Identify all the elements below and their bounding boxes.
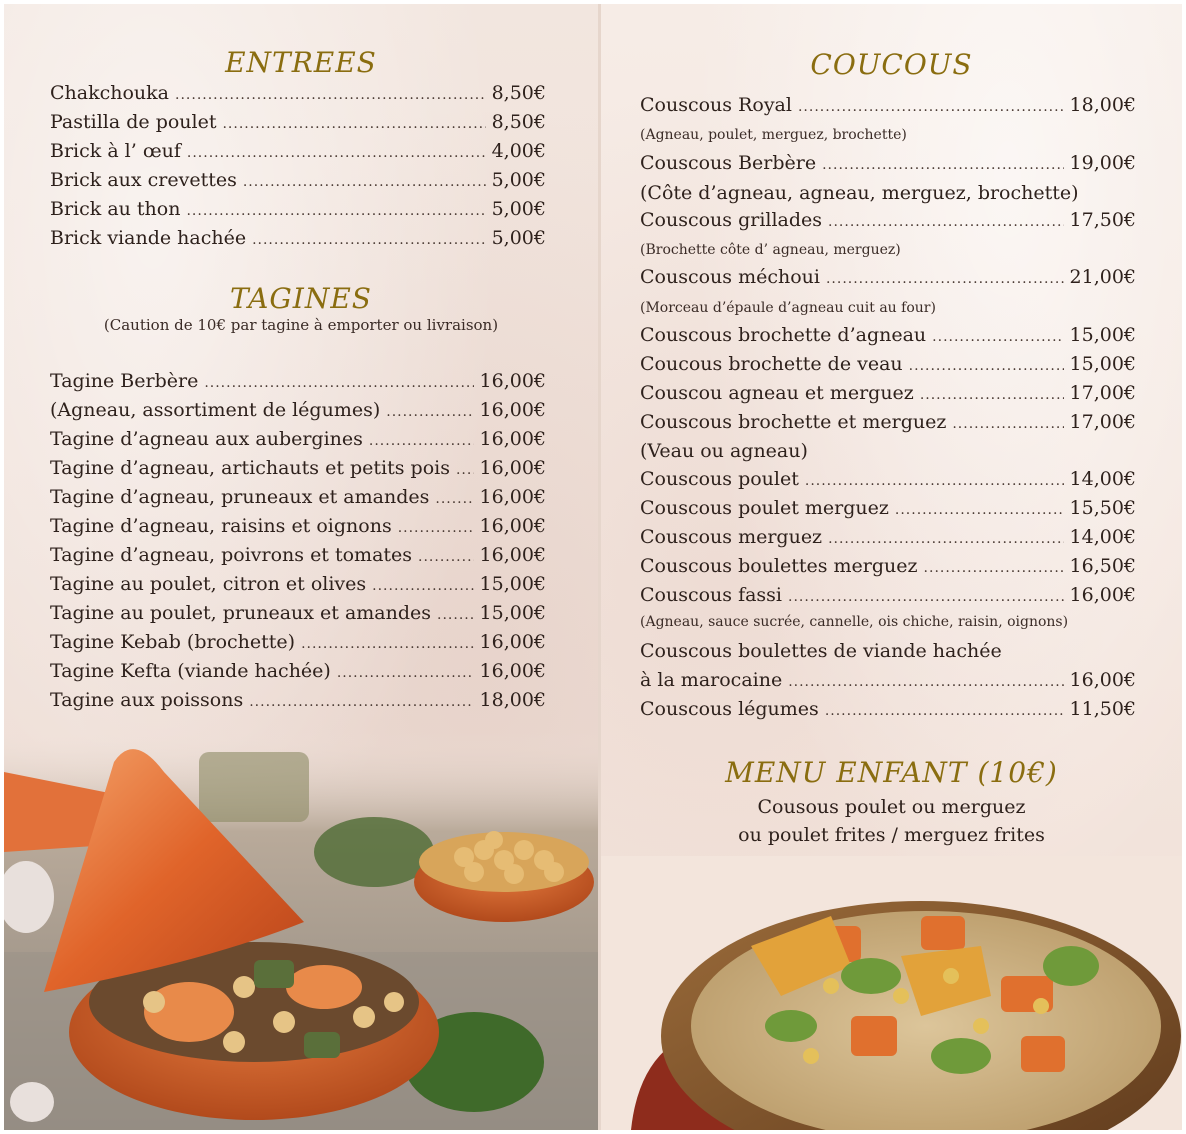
item-detail: (Côte d’agneau, agneau, merguez, brochette) <box>640 182 1079 204</box>
menu-item <box>50 689 546 717</box>
menu-item-couscous-berbere <box>640 152 1136 180</box>
item-name: Couscous méchoui <box>640 266 820 288</box>
tagines-heading: TAGINES <box>230 282 372 315</box>
item-name: (Agneau, assortiment de légumes) <box>50 399 381 421</box>
item-name: Tagine d’agneau, pruneaux et amandes <box>50 486 430 508</box>
item-price: 5,00€ <box>491 198 546 220</box>
leader-dots <box>222 116 485 132</box>
item-price: 17,00€ <box>1069 411 1136 433</box>
menu-item-couscous-boulettes-marocaine <box>640 669 1136 697</box>
item-name: Couscou agneau et merguez <box>640 382 914 404</box>
leader-dots <box>895 502 1064 518</box>
menu-item <box>50 82 546 110</box>
leader-dots <box>456 462 474 478</box>
item-name: Tagine d’agneau, raisins et oignons <box>50 515 392 537</box>
item-name: Tagine au poulet, pruneaux et amandes <box>50 602 432 624</box>
item-price: 19,00€ <box>1069 152 1136 174</box>
item-price: 15,50€ <box>1069 497 1136 519</box>
menu-item <box>50 660 546 688</box>
menu-item <box>640 353 1136 381</box>
item-price: 16,00€ <box>479 660 546 682</box>
menu-item <box>50 428 546 456</box>
leader-dots <box>826 271 1064 287</box>
item-name: Couscous boulettes merguez <box>640 555 918 577</box>
item-price: 16,00€ <box>479 457 546 479</box>
menu-item <box>50 515 546 543</box>
item-name: Couscous grillades <box>640 209 823 231</box>
item-price: 8,50€ <box>491 82 546 104</box>
menu-item <box>50 544 546 572</box>
menu-item <box>50 140 546 168</box>
menu-item <box>50 370 546 398</box>
item-price: 14,00€ <box>1069 468 1136 490</box>
menu-item <box>50 457 546 485</box>
couscous-heading: COUCOUS <box>810 48 973 81</box>
item-name: Chakchouka <box>50 82 170 104</box>
item-price: 18,00€ <box>1069 94 1136 116</box>
item-name: Pastilla de poulet <box>50 111 217 133</box>
item-name: Coucous brochette de veau <box>640 353 903 375</box>
item-name: à la marocaine <box>640 669 783 691</box>
leader-dots <box>372 578 473 594</box>
menu-item <box>50 198 546 226</box>
menu-item <box>640 526 1136 554</box>
leader-dots <box>243 174 486 190</box>
leader-dots <box>252 232 486 248</box>
leader-dots <box>187 145 486 161</box>
leader-dots <box>249 694 473 710</box>
leader-dots <box>822 157 1063 173</box>
leader-dots <box>788 589 1064 605</box>
item-price: 21,00€ <box>1069 266 1136 288</box>
item-price: 15,00€ <box>479 573 546 595</box>
leader-dots <box>932 329 1063 345</box>
leader-dots <box>186 203 485 219</box>
item-price: 8,50€ <box>491 111 546 133</box>
item-name: Couscous poulet merguez <box>640 497 889 519</box>
leader-dots <box>435 491 473 507</box>
item-price: 16,00€ <box>479 399 546 421</box>
item-price: 16,00€ <box>479 370 546 392</box>
menu-item-couscous-grillades <box>640 209 1136 237</box>
item-name: Tagine Kefta (viande hachée) <box>50 660 331 682</box>
item-price: 4,00€ <box>491 140 546 162</box>
leader-dots <box>175 87 486 103</box>
leader-dots <box>369 433 474 449</box>
item-name: Couscous Berbère <box>640 152 817 174</box>
right-panel <box>601 4 1182 1130</box>
entrees-heading: ENTREES <box>225 46 377 79</box>
item-price: 16,00€ <box>479 515 546 537</box>
item-price: 15,00€ <box>1069 353 1136 375</box>
leader-dots <box>828 531 1063 547</box>
item-name: Couscous poulet <box>640 468 799 490</box>
leader-dots <box>798 99 1064 115</box>
item-name: Tagine au poulet, citron et olives <box>50 573 367 595</box>
menu-item <box>50 486 546 514</box>
item-name: Brick viande hachée <box>50 227 247 249</box>
leader-dots <box>952 416 1063 432</box>
menu-item <box>640 468 1136 496</box>
item-price: 5,00€ <box>491 169 546 191</box>
menu-item-couscous-royal <box>640 94 1136 122</box>
leader-dots <box>301 636 473 652</box>
item-name: Couscous brochette et merguez <box>640 411 947 433</box>
menu-item-couscous-legumes <box>640 698 1136 726</box>
item-name: Tagine d’agneau aux aubergines <box>50 428 363 450</box>
leader-dots <box>924 560 1064 576</box>
menu-item <box>50 573 546 601</box>
item-price: 17,50€ <box>1069 209 1136 231</box>
menu-item <box>640 324 1136 352</box>
menu-item <box>50 631 546 659</box>
item-name: Couscous boulettes de viande hachée <box>640 640 1002 662</box>
menu-item <box>640 584 1136 612</box>
leader-dots <box>788 674 1063 690</box>
item-price: 16,00€ <box>479 631 546 653</box>
item-price: 16,00€ <box>479 544 546 566</box>
item-detail: (Agneau, poulet, merguez, brochette) <box>640 127 907 143</box>
menu-enfant-line-2: ou poulet frites / merguez frites <box>738 824 1045 846</box>
item-name: Couscous Royal <box>640 94 792 116</box>
menu-spread <box>4 4 1182 1130</box>
leader-dots <box>204 375 473 391</box>
leader-dots <box>805 473 1064 489</box>
item-name: Tagine Kebab (brochette) <box>50 631 296 653</box>
item-name: Tagine Berbère <box>50 370 199 392</box>
item-name: Brick à l’ œuf <box>50 140 181 162</box>
item-detail: (Agneau, sauce sucrée, cannelle, ois chiche, raisin, oignons) <box>640 614 1069 630</box>
item-name: Couscous brochette d’agneau <box>640 324 927 346</box>
menu-item <box>640 497 1136 525</box>
couscous-photo <box>601 856 1182 1130</box>
leader-dots <box>418 549 473 565</box>
item-name: Couscous légumes <box>640 698 819 720</box>
item-price: 15,00€ <box>479 602 546 624</box>
menu-item <box>640 555 1136 583</box>
item-name: Couscous fassi <box>640 584 783 606</box>
menu-item <box>50 399 546 427</box>
tagine-photo <box>4 732 598 1130</box>
leader-dots <box>828 214 1063 230</box>
item-price: 16,00€ <box>1069 584 1136 606</box>
item-name: Tagine d’agneau, poivrons et tomates <box>50 544 413 566</box>
item-name: Tagine d’agneau, artichauts et petits pois <box>50 457 450 479</box>
menu-enfant-heading: MENU ENFANT (10€) <box>725 756 1058 789</box>
menu-item <box>50 227 546 255</box>
item-name: Couscous merguez <box>640 526 823 548</box>
left-panel <box>4 4 598 1130</box>
item-price: 16,00€ <box>479 428 546 450</box>
menu-item <box>640 411 1136 439</box>
item-price: 16,00€ <box>479 486 546 508</box>
leader-dots <box>386 404 473 420</box>
item-price: 16,50€ <box>1069 555 1136 577</box>
menu-item <box>640 382 1136 410</box>
item-name: Brick aux crevettes <box>50 169 237 191</box>
leader-dots <box>337 665 474 681</box>
item-price: 5,00€ <box>491 227 546 249</box>
item-detail: (Morceau d’épaule d’agneau cuit au four) <box>640 300 936 316</box>
tagines-caution-note: (Caution de 10€ par tagine à emporter ou livraison) <box>103 316 499 334</box>
menu-enfant-line-1: Cousous poulet ou merguez <box>757 796 1026 818</box>
item-detail: (Brochette côte d’ agneau, merguez) <box>640 242 901 258</box>
item-price: 15,00€ <box>1069 324 1136 346</box>
item-price: 17,00€ <box>1069 382 1136 404</box>
menu-item <box>50 602 546 630</box>
item-detail: (Veau ou agneau) <box>640 440 808 462</box>
leader-dots <box>398 520 474 536</box>
item-name: Brick au thon <box>50 198 181 220</box>
item-price: 16,00€ <box>1069 669 1136 691</box>
menu-item-couscous-mechoui <box>640 266 1136 294</box>
leader-dots <box>909 358 1064 374</box>
leader-dots <box>825 703 1064 719</box>
leader-dots <box>920 387 1064 403</box>
item-price: 18,00€ <box>479 689 546 711</box>
item-name: Tagine aux poissons <box>50 689 244 711</box>
menu-item <box>50 169 546 197</box>
menu-item <box>50 111 546 139</box>
leader-dots <box>437 607 473 623</box>
item-price: 11,50€ <box>1069 698 1136 720</box>
item-price: 14,00€ <box>1069 526 1136 548</box>
